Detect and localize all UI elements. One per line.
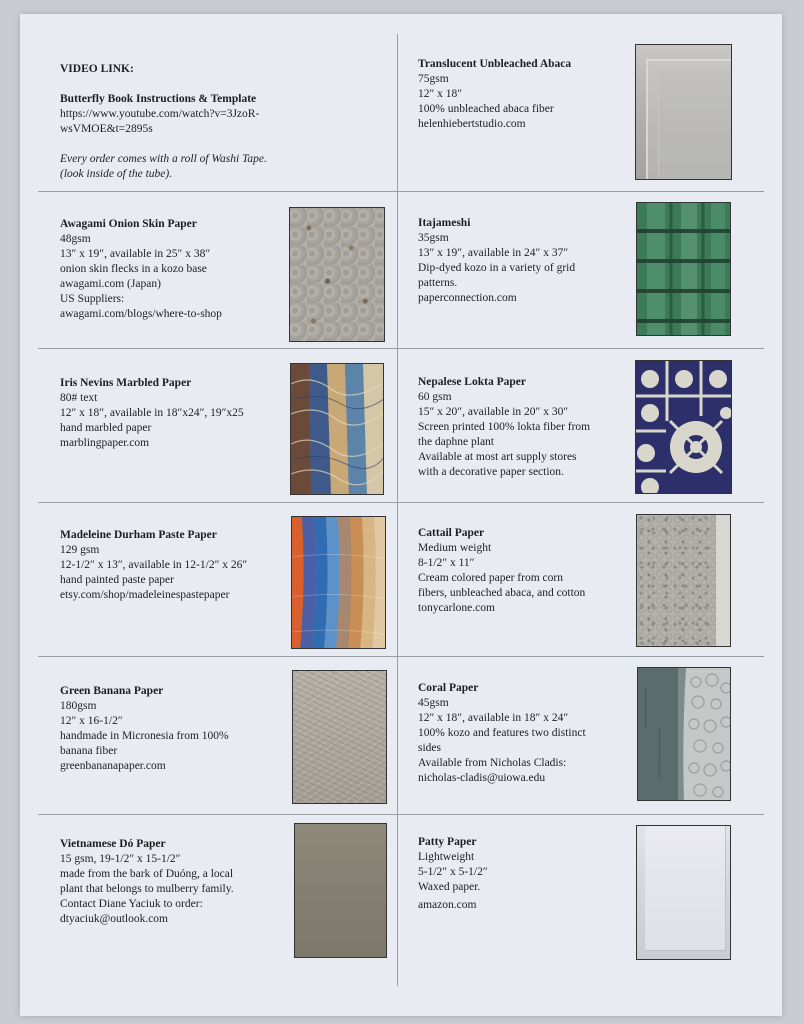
paper-entry-nepalese-lokta (418, 375, 590, 480)
washi-note-line-1: Every order comes with a roll of Washi Tape. (60, 153, 267, 165)
paper-detail: Waxed paper. (418, 881, 481, 893)
do-paper-swatch-image (294, 823, 387, 958)
paper-detail: 13″ x 19″, available in 24″ x 37″ (418, 247, 569, 259)
banana-paper-swatch-image (292, 670, 387, 804)
paper-entry-vietnamese-do (60, 837, 234, 927)
paper-entry-awagami-onion-skin (60, 217, 222, 322)
paper-detail: hand marbled paper (60, 422, 152, 434)
paper-detail: amazon.com (418, 899, 477, 911)
row-divider (38, 656, 764, 657)
paper-title: Coral Paper (418, 682, 479, 694)
paper-detail: greenbananapaper.com (60, 760, 166, 772)
paper-detail: handmade in Micronesia from 100% (60, 730, 229, 742)
paper-detail: Dip-dyed kozo in a variety of grid (418, 262, 576, 274)
paper-detail: 45gsm (418, 697, 449, 709)
patty-paper-swatch-image (636, 825, 731, 960)
paper-entry-iris-nevins-marbled (60, 376, 244, 451)
paper-title: Patty Paper (418, 836, 477, 848)
paper-detail: 12″ x 18″, available in 18″x24″, 19″x25 (60, 407, 244, 419)
paper-entry-cattail (418, 526, 585, 616)
paper-detail: 129 gsm (60, 544, 100, 556)
paper-entry-coral (418, 681, 586, 786)
cattail-swatch-image (636, 514, 731, 647)
paper-detail: awagami.com (Japan) (60, 278, 161, 290)
paper-detail: 12″ x 18″ (418, 88, 463, 100)
paper-detail: sides (418, 742, 441, 754)
video-link-heading: VIDEO LINK: (60, 63, 134, 75)
paper-detail: 5-1/2″ x 5-1/2″ (418, 866, 488, 878)
paper-title: Translucent Unbleached Abaca (418, 58, 572, 70)
paste-paper-swatch-image (291, 516, 386, 649)
paper-detail: made from the bark of Duóng, a local (60, 868, 234, 880)
itajameshi-swatch-image (636, 202, 731, 336)
paper-entry-green-banana (60, 684, 229, 774)
paper-detail: 12″ x 18″, available in 18″ x 24″ (418, 712, 569, 724)
marbled-swatch-image (290, 363, 384, 495)
paper-title: Cattail Paper (418, 527, 485, 539)
paper-title: Iris Nevins Marbled Paper (60, 377, 192, 389)
paper-detail: paperconnection.com (418, 292, 517, 304)
paper-detail: 100% kozo and features two distinct (418, 727, 586, 739)
paper-detail: Cream colored paper from corn (418, 572, 563, 584)
paper-detail: 15 gsm, 19-1/2″ x 15-1/2″ (60, 853, 181, 865)
paper-detail: nicholas-cladis@uiowa.edu (418, 772, 546, 784)
onion-skin-swatch-image (289, 207, 385, 342)
paper-title: Vietnamese Dó Paper (60, 838, 166, 850)
paper-entry-madeleine-durham-paste (60, 528, 247, 603)
paper-detail: 48gsm (60, 233, 91, 245)
paper-detail: 12-1/2″ x 13″, available in 12-1/2″ x 26″ (60, 559, 248, 571)
paper-title: Itajameshi (418, 217, 471, 229)
paper-detail: 60 gsm (418, 391, 452, 403)
intro-block (60, 62, 267, 182)
row-divider (38, 348, 764, 349)
paper-detail: Medium weight (418, 542, 492, 554)
video-url-line-1[interactable]: https://www.youtube.com/watch?v=3JzoR- (60, 108, 260, 120)
book-instructions-title: Butterfly Book Instructions & Template (60, 93, 257, 105)
paper-detail: 35gsm (418, 232, 449, 244)
paper-detail: awagami.com/blogs/where-to-shop (60, 308, 222, 320)
paper-detail: 75gsm (418, 73, 449, 85)
lokta-swatch-image (635, 360, 732, 494)
row-divider (38, 502, 764, 503)
paper-detail: hand painted paste paper (60, 574, 174, 586)
paper-detail: 100% unbleached abaca fiber (418, 103, 554, 115)
paper-detail: fibers, unbleached abaca, and cotton (418, 587, 586, 599)
paper-detail: helenhiebertstudio.com (418, 118, 526, 130)
paper-detail: Available at most art supply stores (418, 451, 577, 463)
paper-detail: 13″ x 19″, available in 25″ x 38″ (60, 248, 211, 260)
paper-detail: 80# text (60, 392, 98, 404)
paper-entry-itajameshi (418, 216, 575, 306)
paper-detail: plant that belongs to mulberry family. (60, 883, 234, 895)
paper-detail: tonycarlone.com (418, 602, 495, 614)
paper-title: Nepalese Lokta Paper (418, 376, 526, 388)
row-divider (38, 191, 764, 192)
paper-detail: 12″ x 16-1/2″ (60, 715, 123, 727)
paper-entry-patty (418, 835, 488, 913)
paper-title: Madeleine Durham Paste Paper (60, 529, 217, 541)
paper-detail: US Suppliers: (60, 293, 125, 305)
video-url-line-2[interactable]: wsVMOE&t=2895s (60, 123, 153, 135)
paper-entry-translucent-abaca (418, 57, 571, 132)
paper-detail: onion skin flecks in a kozo base (60, 263, 207, 275)
paper-detail: Available from Nicholas Cladis: (418, 757, 567, 769)
paper-detail: 180gsm (60, 700, 97, 712)
paper-detail: the daphne plant (418, 436, 495, 448)
paper-title: Green Banana Paper (60, 685, 164, 697)
paper-title: Awagami Onion Skin Paper (60, 218, 197, 230)
paper-detail: Contact Diane Yaciuk to order: (60, 898, 203, 910)
paper-detail: banana fiber (60, 745, 118, 757)
paper-detail: 15″ x 20″, available in 20″ x 30″ (418, 406, 569, 418)
paper-detail: etsy.com/shop/madeleinespastepaper (60, 589, 230, 601)
row-divider (38, 814, 764, 815)
column-divider (397, 34, 398, 986)
abaca-swatch-image (635, 44, 732, 180)
paper-detail: 8-1/2″ x 11″ (418, 557, 475, 569)
paper-sheet (20, 14, 782, 1016)
washi-note-line-2: (look inside of the tube). (60, 168, 173, 180)
paper-detail: marblingpaper.com (60, 437, 150, 449)
paper-detail: with a decorative paper section. (418, 466, 564, 478)
coral-paper-swatch-image (637, 667, 731, 801)
paper-detail: Lightweight (418, 851, 475, 863)
paper-detail: dtyaciuk@outlook.com (60, 913, 169, 925)
paper-detail: Screen printed 100% lokta fiber from (418, 421, 591, 433)
paper-detail: patterns. (418, 277, 458, 289)
